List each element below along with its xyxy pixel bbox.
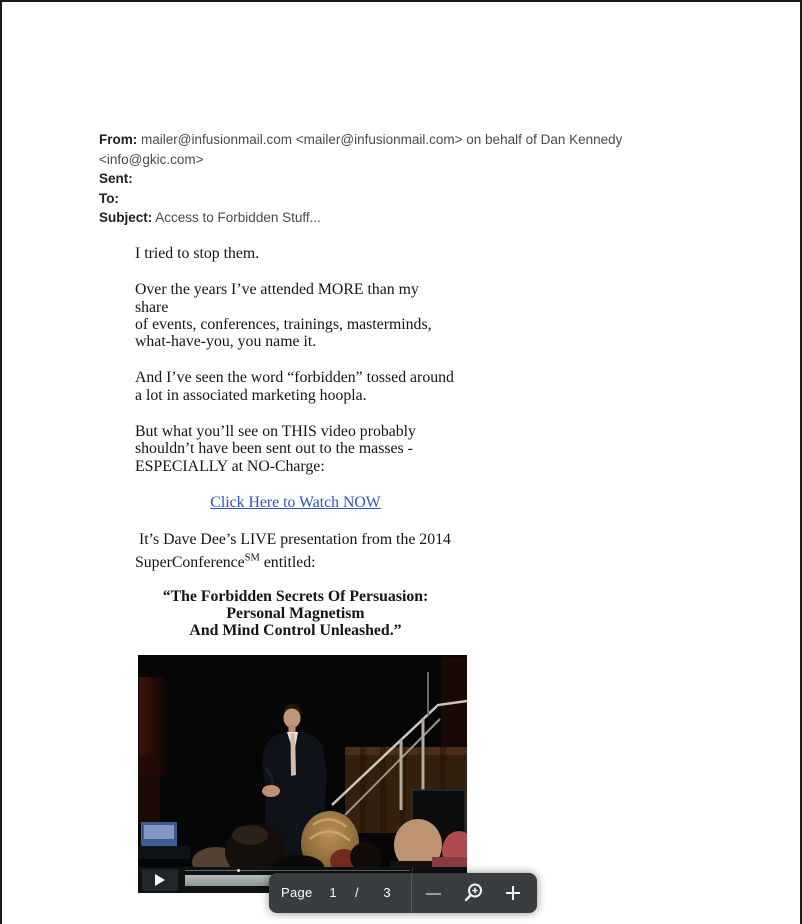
presentation-title: “The Forbidden Secrets Of Persuasion: Personal Magnetism And Mind Control Unleashed.” <box>162 587 429 640</box>
page-separator: / <box>355 885 359 900</box>
zoom-out-icon <box>426 893 441 895</box>
email-to-line <box>99 189 644 209</box>
email-sent-line <box>99 169 644 189</box>
from-label: From: <box>99 132 138 147</box>
zoom-tool-button[interactable] <box>460 881 486 905</box>
to-label: To: <box>99 190 119 206</box>
paragraph: I tried to stop them. <box>135 245 260 262</box>
brand-name: SuperConference <box>135 553 245 571</box>
zoom-in-button[interactable] <box>500 881 526 905</box>
zoom-in-icon <box>505 885 521 901</box>
play-button[interactable] <box>142 869 178 891</box>
email-from-line <box>99 130 644 169</box>
page-label: Page <box>281 885 313 900</box>
email-body <box>135 245 456 640</box>
seek-marker <box>237 869 240 872</box>
paragraph: And I’ve seen the word “forbidden” tossed around a lot in associated marketing hoopla. <box>135 369 454 404</box>
presentation-paragraph: It’s Dave Dee’s LIVE presentation from the 2014 SuperConference℠ entitled: <box>135 531 451 571</box>
zoom-out-button[interactable] <box>420 881 446 905</box>
toolbar-divider <box>411 873 412 913</box>
magnifier-plus-icon <box>463 883 483 903</box>
subject-label: Subject: <box>99 210 153 225</box>
watch-now-link[interactable]: Click Here to Watch NOW <box>210 493 381 511</box>
seek-track <box>185 870 410 871</box>
paragraph: Over the years I’ve attended MORE than my share of events, conferences, trainings, masterminds, what-have-you, you name it. <box>135 281 432 351</box>
current-page-field[interactable]: 1 <box>329 885 337 900</box>
service-mark: SM <box>244 552 260 564</box>
video-thumbnail[interactable] <box>138 655 467 893</box>
email-subject-line <box>99 208 644 228</box>
page-toolbar <box>269 873 537 913</box>
sent-label: Sent: <box>99 171 133 186</box>
paragraph: But what you’ll see on THIS video probably shouldn’t have been sent out to the masses - ESPECIALLY at NO-Charge: <box>135 423 416 475</box>
subject-value: Access to Forbidden Stuff... <box>155 210 321 225</box>
play-icon <box>155 874 165 886</box>
total-pages: 3 <box>383 885 391 900</box>
email-header <box>99 130 644 228</box>
from-value: mailer@infusionmail.com <mailer@infusionmail.com> on behalf of Dan Kennedy <info@gkic.com> <box>99 132 623 167</box>
video-scene <box>138 655 467 893</box>
